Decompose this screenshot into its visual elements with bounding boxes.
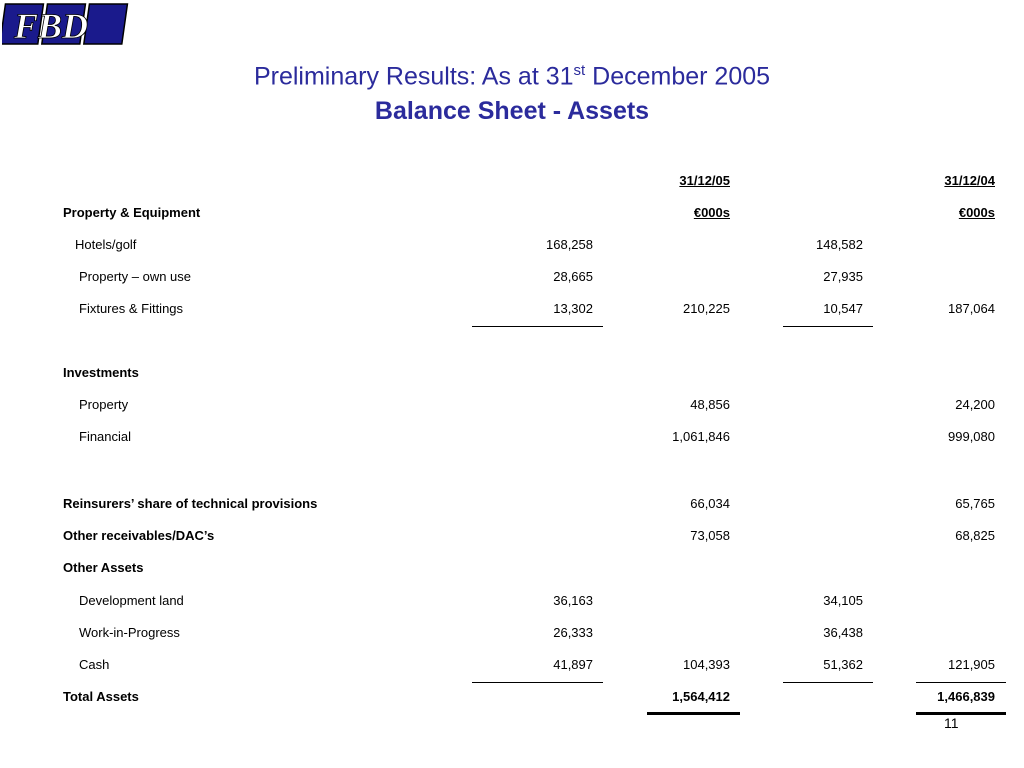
col-header-2005: 31/12/05 (679, 173, 730, 188)
row-label-cash: Cash (79, 657, 110, 672)
subtotal-rule (916, 682, 1006, 683)
row-label-inv-financial: Financial (79, 429, 132, 444)
row-label-inv-property: Property (79, 397, 129, 412)
section-total-assets: Total Assets (63, 689, 139, 704)
cash-sub-2004: 51,362 (823, 657, 863, 672)
row-label-wip: Work-in-Progress (79, 625, 180, 640)
fixtures-tot-2004: 187,064 (948, 301, 995, 316)
section-property-equipment: Property & Equipment (63, 205, 201, 220)
subtotal-rule (783, 326, 873, 327)
own-use-sub-2005: 28,665 (553, 269, 593, 284)
unit-2004: €000s (958, 205, 995, 220)
inv-financial-tot-2004: 999,080 (948, 429, 995, 444)
col-header-2004: 31/12/04 (944, 173, 995, 188)
inv-property-tot-2005: 48,856 (690, 397, 730, 412)
receivables-tot-2005: 73,058 (690, 528, 730, 543)
reinsurers-tot-2005: 66,034 (690, 496, 730, 511)
title-line-2: Balance Sheet - Assets (374, 97, 650, 125)
section-investments: Investments (63, 365, 139, 380)
receivables-tot-2004: 68,825 (955, 528, 995, 543)
total-2004: 1,466,839 (937, 689, 995, 704)
total-2005: 1,564,412 (672, 689, 730, 704)
cash-sub-2005: 41,897 (553, 657, 593, 672)
cash-tot-2004: 121,905 (948, 657, 995, 672)
fixtures-sub-2005: 13,302 (553, 301, 593, 316)
page-number: 11 (944, 715, 959, 731)
row-label-fixtures: Fixtures & Fittings (79, 301, 184, 316)
hotels-sub-2005: 168,258 (546, 237, 593, 252)
section-receivables: Other receivables/DAC’s (63, 528, 215, 543)
total-rule (916, 712, 1006, 715)
own-use-sub-2004: 27,935 (823, 269, 863, 284)
inv-financial-tot-2005: 1,061,846 (672, 429, 730, 444)
subtotal-rule (472, 682, 603, 683)
title-line-1: Preliminary Results: As at 31st December 2005 (253, 62, 771, 91)
dev-land-sub-2005: 36,163 (553, 593, 593, 608)
subtotal-rule (472, 326, 603, 327)
wip-sub-2004: 36,438 (823, 625, 863, 640)
row-label-hotels: Hotels/golf (75, 237, 137, 252)
total-rule (647, 712, 740, 715)
fixtures-tot-2005: 210,225 (683, 301, 730, 316)
section-reinsurers: Reinsurers’ share of technical provisions (63, 496, 318, 511)
hotels-sub-2004: 148,582 (816, 237, 863, 252)
reinsurers-tot-2004: 65,765 (955, 496, 995, 511)
row-label-own-use: Property – own use (79, 269, 192, 284)
unit-2005: €000s (693, 205, 730, 220)
cash-tot-2005: 104,393 (683, 657, 730, 672)
subtotal-rule (783, 682, 873, 683)
logo-text: FBD (14, 6, 89, 46)
fixtures-sub-2004: 10,547 (823, 301, 863, 316)
section-other-assets: Other Assets (63, 560, 144, 575)
inv-property-tot-2004: 24,200 (955, 397, 995, 412)
row-label-dev-land: Development land (79, 593, 184, 608)
fbd-logo (2, 0, 132, 50)
dev-land-sub-2004: 34,105 (823, 593, 863, 608)
wip-sub-2005: 26,333 (553, 625, 593, 640)
